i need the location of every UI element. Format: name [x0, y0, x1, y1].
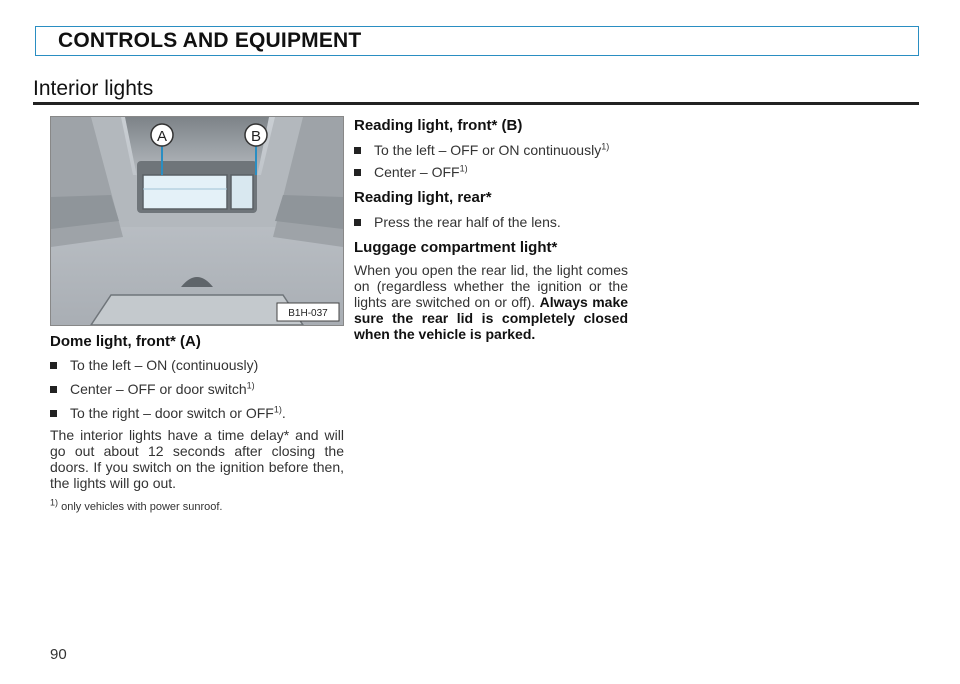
footnote-ref: 1) — [459, 163, 468, 174]
figure-code: B1H-037 — [288, 308, 328, 319]
list-item — [354, 164, 628, 180]
sentence-end: . — [281, 405, 286, 421]
footnote-ref: 1) — [273, 404, 282, 415]
dome-light-paragraph: The interior lights have a time delay* and will go out about 12 seconds after closing the doors. If you switch on the ignition before then, the lights will go out. — [50, 427, 344, 491]
list-item — [50, 405, 344, 421]
bullet-icon — [50, 410, 57, 417]
interior-lights-illustration — [51, 117, 343, 325]
reading-light-front-heading: Reading light, front* (B) — [354, 117, 523, 134]
luggage-light-text: When you open the rear lid, the light comes on (regardless whether the ignition or the lights are switched on or off). — [354, 262, 628, 310]
bullet-icon — [354, 147, 361, 154]
dome-light-heading: Dome light, front* (A) — [50, 333, 201, 350]
list-item-text: Center – OFF — [374, 164, 460, 180]
footnote-ref: 1) — [601, 141, 610, 152]
list-item — [50, 357, 344, 373]
list-item — [354, 214, 628, 230]
footnote-marker: 1) — [50, 497, 59, 508]
dome-light-section — [50, 332, 344, 513]
callout-a-label: A — [156, 128, 168, 145]
chapter-title: CONTROLS AND EQUIPMENT — [58, 29, 362, 52]
callout-b-label: B — [250, 128, 262, 145]
page-number: 90 — [50, 646, 67, 663]
list-item — [50, 381, 344, 397]
bullet-icon — [354, 219, 361, 226]
list-item-text: Center – OFF or door switch — [70, 381, 247, 397]
list-item-text: To the left – OFF or ON continuously — [374, 142, 602, 158]
luggage-light-paragraph — [354, 262, 628, 342]
section-divider — [33, 102, 919, 105]
footnote-text: only vehicles with power sunroof. — [61, 501, 223, 513]
interior-lights-figure — [50, 116, 344, 326]
luggage-light-heading: Luggage compartment light* — [354, 239, 558, 256]
list-item-text: Press the rear half of the lens. — [374, 214, 561, 230]
section-title: Interior lights — [33, 77, 154, 100]
bullet-icon — [50, 362, 57, 369]
bullet-icon — [354, 169, 361, 176]
luggage-light-warning: Always make sure the rear lid is completely closed when the vehicle is parked. — [354, 294, 629, 342]
reading-light-front-section — [354, 116, 628, 342]
footnote — [50, 497, 344, 513]
bullet-icon — [50, 386, 57, 393]
list-item — [354, 142, 628, 158]
list-item-text: To the left – ON (continuously) — [70, 357, 259, 373]
footnote-ref: 1) — [246, 380, 255, 391]
list-item-text: To the right – door switch or OFF — [70, 405, 274, 421]
reading-light-rear-heading: Reading light, rear* — [354, 189, 492, 206]
